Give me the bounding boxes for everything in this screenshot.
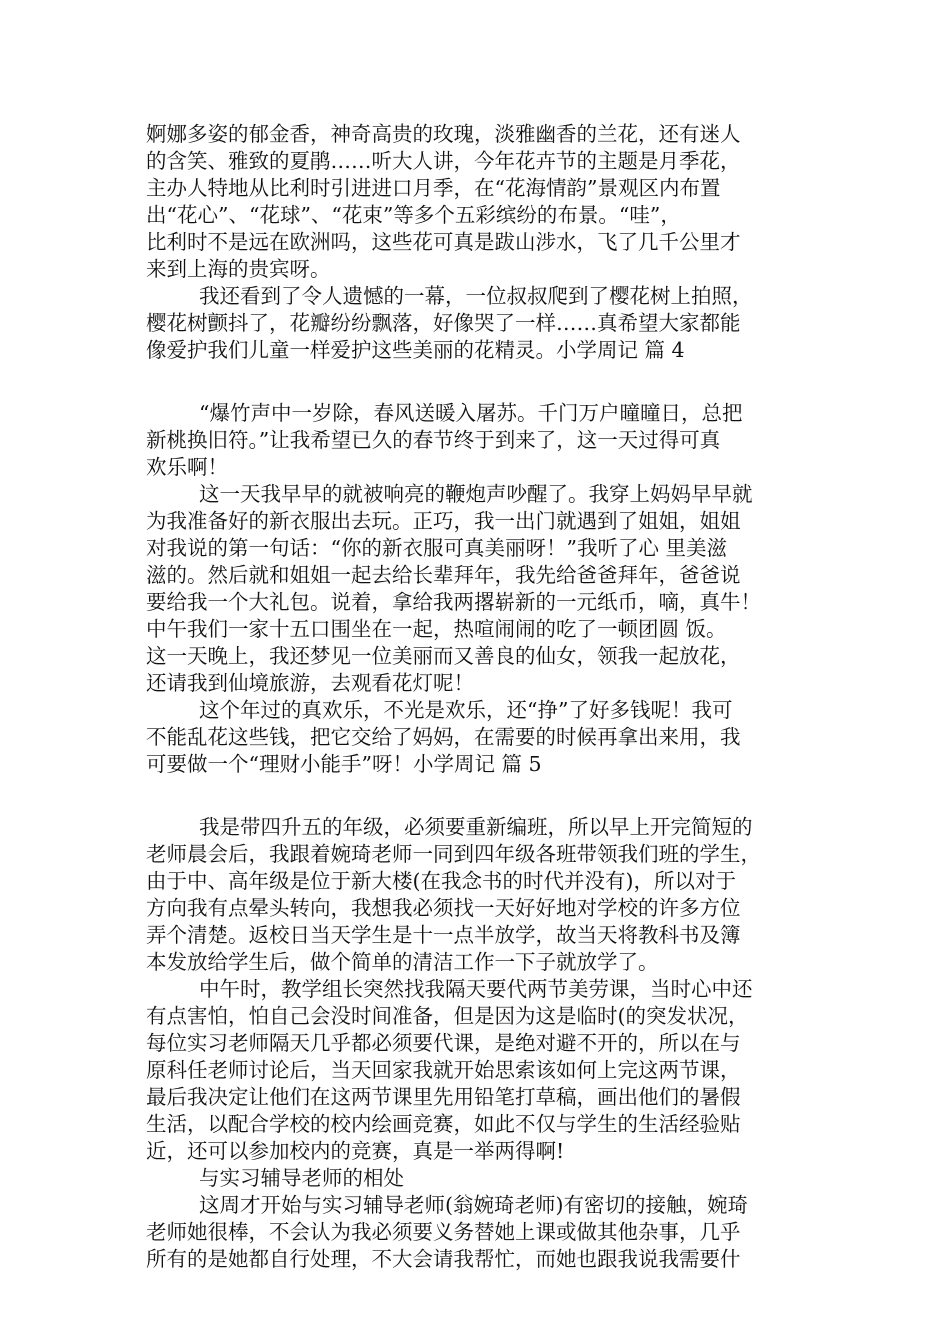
text-line: 我是带四升五的年级，必须要重新编班，所以早上开完简短的 <box>199 815 753 839</box>
text-line: 出“花心”、“花球”、“花束”等多个五彩缤纷的布景。“哇”， <box>146 203 681 227</box>
text-line: 老师她很棒，不会认为我必须要义务替她上课或做其他杂事，几乎 <box>146 1220 741 1244</box>
section-heading: 与实习辅导老师的相处 <box>199 1166 404 1190</box>
text-line: 来到上海的贵宾呀。 <box>146 257 331 281</box>
text-line: 弄个清楚。返校日当天学生是十一点半放学，故当天将教科书及簿 <box>146 923 741 947</box>
text-line: 中午我们一家十五口围坐在一起，热喧闹闹的吃了一顿团圆 饭。 <box>146 617 727 641</box>
text-line: 老师晨会后，我跟着婉琦老师一同到四年级各班带领我们班的学生， <box>146 842 761 866</box>
text-line: 有点害怕，怕自己会没时间准备，但是因为这是临时(的突发状况， <box>146 1004 749 1028</box>
text-line: 本发放给学生后，做个简单的清洁工作一下子就放学了。 <box>146 950 659 974</box>
text-line: 欢乐啊！ <box>146 455 228 479</box>
text-line: 中午时，教学组长突然找我隔天要代两节美劳课，当时心中还 <box>199 977 753 1001</box>
text-line: 滋的。然后就和姐姐一起去给长辈拜年，我先给爸爸拜年，爸爸说 <box>146 563 741 587</box>
text-line: 的含笑、雅致的夏鹃……听大人讲，今年花卉节的主题是月季花， <box>146 149 741 173</box>
text-line: 不能乱花这些钱，把它交给了妈妈，在需要的时候再拿出来用，我 <box>146 725 741 749</box>
text-line: 这一天我早早的就被响亮的鞭炮声吵醒了。我穿上妈妈早早就 <box>199 482 753 506</box>
text-line: 这个年过的真欢乐，不光是欢乐，还“挣”了好多钱呢！我可 <box>199 698 733 722</box>
text-line: 原科任老师讨论后，当天回家我就开始思索该如何上完这两节课， <box>146 1058 741 1082</box>
text-line: 所有的是她都自行处理，不大会请我帮忙，而她也跟我说我需要什 <box>146 1247 741 1271</box>
text-line: 樱花树颤抖了，花瓣纷纷飘落，好像哭了一样……真希望大家都能 <box>146 311 741 335</box>
text-line: 新桃换旧符。”让我希望已久的春节终于到来了，这一天过得可真 <box>146 428 721 452</box>
text-line: 每位实习老师隔天几乎都必须要代课，是绝对避不开的，所以在与 <box>146 1031 741 1055</box>
text-line: 主办人特地从比利时引进进口月季，在“花海情韵”景观区内布置 <box>146 176 721 200</box>
text-line: 生活，以配合学校的校内绘画竞赛，如此不仅与学生的生活经验贴 <box>146 1112 741 1136</box>
text-line: 这周才开始与实习辅导老师(翁婉琦老师)有密切的接触，婉琦 <box>199 1193 748 1217</box>
text-line: 可要做一个“理财小能手”呀！小学周记 篇 5 <box>146 752 542 776</box>
text-line: “爆竹声中一岁除，春风送暖入屠苏。千门万户曈曈日，总把 <box>199 401 743 425</box>
text-line: 像爱护我们儿童一样爱护这些美丽的花精灵。小学周记 篇 4 <box>146 338 685 362</box>
text-line: 近，还可以参加校内的竞赛，真是一举两得啊! <box>146 1139 565 1163</box>
text-line: 要给我一个大礼包。说着，拿给我两撂崭新的一元纸币，嘀，真牛！ <box>146 590 761 614</box>
text-line: 方向我有点晕头转向，我想我必须找一天好好地对学校的许多方位 <box>146 896 741 920</box>
text-line: 婀娜多姿的郁金香，神奇高贵的玫瑰，淡雅幽香的兰花，还有迷人 <box>146 122 741 146</box>
text-line: 我还看到了令人遗憾的一幕，一位叔叔爬到了樱花树上拍照， <box>199 284 753 308</box>
text-line: 为我准备好的新衣服出去玩。正巧，我一出门就遇到了姐姐，姐姐 <box>146 509 741 533</box>
text-line: 最后我决定让他们在这两节课里先用铅笔打草稿，画出他们的暑假 <box>146 1085 741 1109</box>
text-line: 这一天晚上，我还梦见一位美丽而又善良的仙女，领我一起放花， <box>146 644 741 668</box>
text-line: 对我说的第一句话：“你的新衣服可真美丽呀！”我听了心 里美滋 <box>146 536 727 560</box>
text-line: 比利时不是远在欧洲吗，这些花可真是跋山涉水，飞了几千公里才 <box>146 230 741 254</box>
text-line: 由于中、高年级是位于新大楼(在我念书的时代并没有)，所以对于 <box>146 869 736 893</box>
text-line: 还请我到仙境旅游，去观看花灯呢！ <box>146 671 474 695</box>
